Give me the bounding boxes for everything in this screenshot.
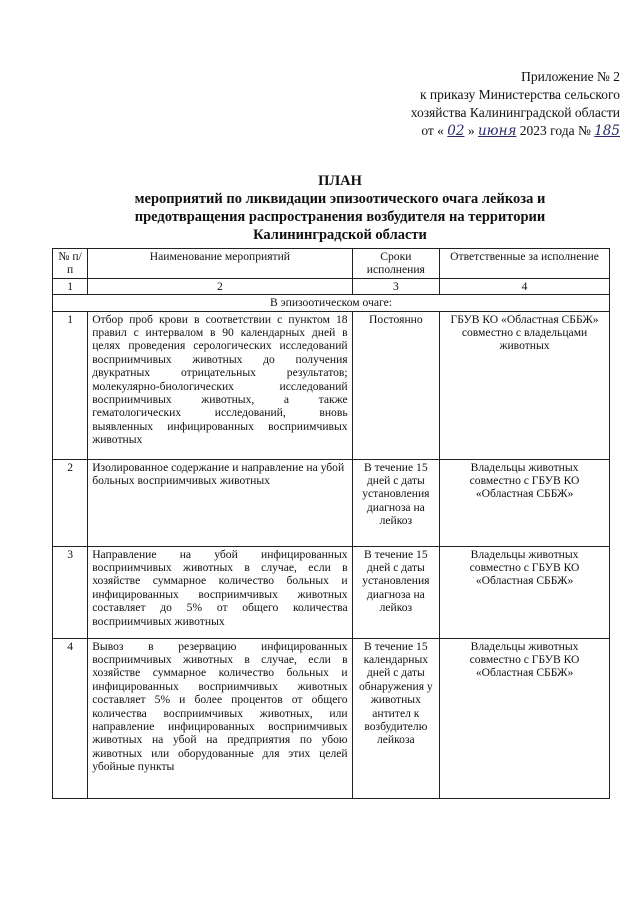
- plan-table: [52, 248, 610, 799]
- table-row: [53, 311, 610, 459]
- row-measure: Направление на убой инфицированных восприимчивых животных в случае, если в хозяйстве суммарное количество больных и инфицированных восприимчивых животных составляет до 5% от общего количества восприимчивых животных: [88, 546, 352, 638]
- title-line-2: предотвращения распространения возбудителя на территории: [134, 209, 546, 225]
- row-term: В течение 15 дней с даты установления диагноза на лейкоз: [352, 459, 439, 546]
- section-row: [53, 295, 610, 311]
- col-number-3: 3: [352, 278, 439, 294]
- row-responsible: Владельцы животных совместно с ГБУВ КО «Областная СББЖ»: [440, 638, 610, 798]
- appendix-ministry: хозяйства Калининградской области: [410, 105, 620, 120]
- row-responsible: Владельцы животных совместно с ГБУВ КО «Областная СББЖ»: [440, 546, 610, 638]
- header-resp: Ответственные за исполнение: [440, 249, 610, 279]
- row-responsible: Владельцы животных совместно с ГБУВ КО «Областная СББЖ»: [440, 459, 610, 546]
- row-number: 2: [53, 459, 88, 546]
- row-measure: Отбор проб крови в соответствии с пунктом 18 правил с интервалом в 90 календарных дней в целях проведения серологических исследований восприимчивых животных до получения двукратных отрицательных результатов; молекулярно-биологических исследований восприимчивых животных, а также гематологических исследований, вновь выявленных инфицированных восприимчивых животных: [88, 311, 352, 459]
- header-term: Сроки исполнения: [352, 249, 439, 279]
- header-name: Наименование мероприятий: [88, 249, 352, 279]
- date-day: 02: [447, 123, 465, 139]
- table-row: [53, 459, 610, 546]
- title-main: ПЛАН: [318, 173, 362, 189]
- table-row: [53, 638, 610, 798]
- row-term: В течение 15 дней с даты установления диагноза на лейкоз: [352, 546, 439, 638]
- col-number-2: 2: [88, 278, 352, 294]
- row-term: В течение 15 календарных дней с даты обнаружения у животных антител к возбудителю лейкоза: [352, 638, 439, 798]
- document-title: [80, 172, 600, 244]
- title-line-3: Калининградской области: [253, 227, 427, 243]
- col-number-4: 4: [440, 278, 610, 294]
- table-row: [53, 546, 610, 638]
- title-line-1: мероприятий по ликвидации эпизоотического очага лейкоза и: [134, 191, 546, 207]
- appendix-order: к приказу Министерства сельского: [419, 87, 620, 102]
- row-responsible: ГБУВ КО «Областная СББЖ» совместно с владельцами животных: [440, 311, 610, 459]
- column-numbers-row: [53, 278, 610, 294]
- order-number: 185: [594, 123, 620, 139]
- appendix-date-line: [360, 122, 620, 140]
- section-title: В эпизоотическом очаге:: [53, 295, 610, 311]
- row-number: 1: [53, 311, 88, 459]
- date-mid: »: [467, 123, 475, 138]
- date-prefix: от «: [421, 123, 444, 138]
- row-measure: Изолированное содержание и направление на убой больных восприимчивых животных: [88, 459, 352, 546]
- row-measure: Вывоз в резервацию инфицированных восприимчивых животных в случае, если в хозяйстве суммарное количество больных и инфицированных восприимчивых животных составляет 5% и более процентов от общего количества восприимчивых животных, или направление инфицированных восприимчивых животных на убой на предприятия по убою животных или оборудованные для этих целей убойные пункты: [88, 638, 352, 798]
- date-year: 2023 года №: [519, 123, 591, 138]
- date-month: июня: [477, 123, 517, 139]
- row-number: 4: [53, 638, 88, 798]
- table-header-row: [53, 249, 610, 279]
- row-term: Постоянно: [352, 311, 439, 459]
- col-number-1: 1: [53, 278, 88, 294]
- appendix-number: Приложение № 2: [521, 69, 620, 84]
- appendix-header: [360, 68, 620, 140]
- header-no: № п/п: [53, 249, 88, 279]
- row-number: 3: [53, 546, 88, 638]
